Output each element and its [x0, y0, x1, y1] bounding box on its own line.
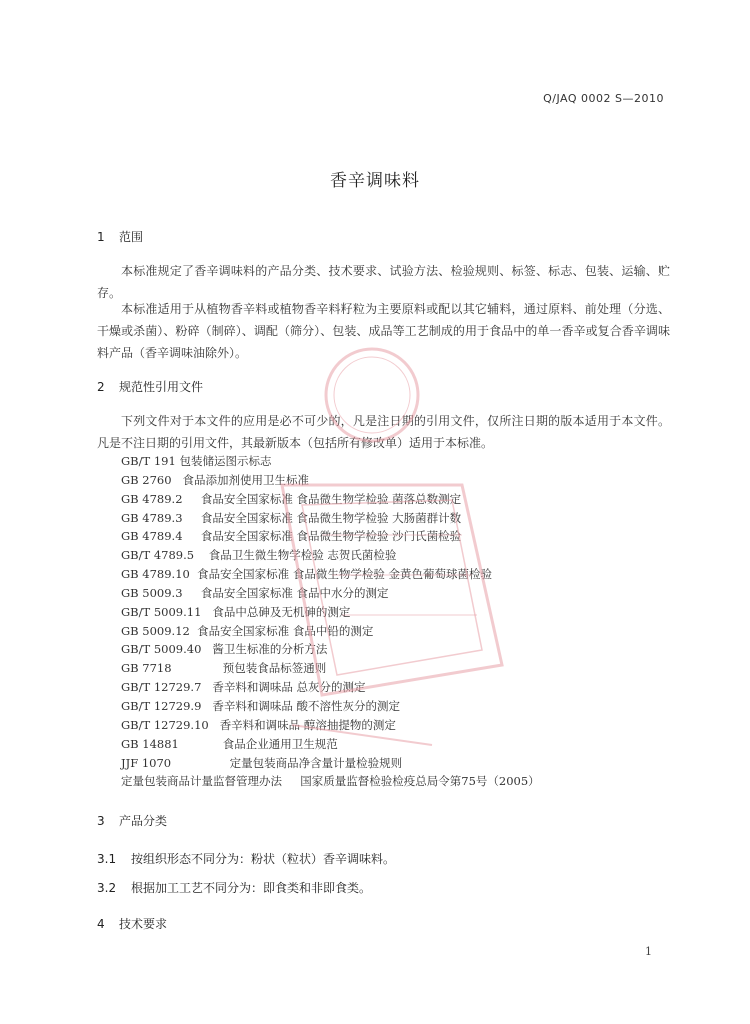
- section-title: 产品分类: [119, 814, 168, 828]
- reference-item: GB/T 12729.9 香辛料和调味品 酸不溶性灰分的测定: [121, 698, 401, 713]
- reference-item: 定量包装商品计量监督管理办法 国家质量监督检验检疫总局令第75号（2005）: [121, 774, 540, 789]
- reference-item: GB 4789.4 食品安全国家标准 食品微生物学检验 沙门氏菌检验: [121, 529, 462, 544]
- reference-item: GB/T 5009.11 食品中总砷及无机砷的测定: [121, 604, 351, 619]
- document-title: 香辛调味料: [330, 171, 420, 191]
- reference-item: GB 4789.2 食品安全国家标准 食品微生物学检验 菌落总数测定: [121, 491, 462, 506]
- scope-paragraph-2: 本标准适用于从植物香辛料或植物香辛料籽粒为主要原料或配以其它辅料，通过原料、前处理（分选、干燥或杀菌）、粉碎（制碎）、调配（筛分）、包装、成品等工艺制成的用于食品中的单一香辛或复合香辛调味料产品（香辛调味油除外）。: [97, 302, 670, 360]
- classification-item: 3.2 根据加工工艺不同分为：即食类和非即食类。: [97, 881, 372, 895]
- reference-item: GB 14881 食品企业通用卫生规范: [121, 736, 338, 751]
- section-2-heading: [97, 378, 203, 395]
- standard-code: Q/JAQ 0002 S—2010: [543, 92, 664, 105]
- reference-item: GB/T 4789.5 食品卫生微生物学检验 志贺氏菌检验: [121, 548, 397, 563]
- reference-item: GB/T 5009.40 酱卫生标准的分析方法: [121, 642, 328, 657]
- section-3-heading: [97, 812, 167, 829]
- reference-item: GB 2760 食品添加剂使用卫生标准: [121, 472, 310, 487]
- section-4-heading: [97, 915, 167, 932]
- section-number: 4: [97, 917, 105, 931]
- references-intro: 下列文件对于本文件的应用是必不可少的，凡是注日期的引用文件，仅所注日期的版本适用于本文件。凡是不注日期的引用文件，其最新版本（包括所有修改单）适用于本标准。: [97, 414, 670, 450]
- section-number: 2: [97, 380, 105, 394]
- section-title: 技术要求: [119, 917, 168, 931]
- reference-item: GB 7718 预包装食品标签通则: [121, 661, 327, 676]
- section-title: 规范性引用文件: [119, 380, 204, 394]
- section-title: 范围: [119, 230, 144, 244]
- reference-item: GB 4789.3 食品安全国家标准 食品微生物学检验 大肠菌群计数: [121, 510, 462, 525]
- section-number: 3: [97, 814, 105, 828]
- reference-item: GB/T 12729.7 香辛料和调味品 总灰分的测定: [121, 680, 366, 695]
- reference-item: GB 5009.3 食品安全国家标准 食品中水分的测定: [121, 585, 389, 600]
- classification-item: 3.1 按组织形态不同分为：粉状（粒状）香辛调味料。: [97, 852, 396, 866]
- section-number: 1: [97, 230, 105, 244]
- reference-item: GB/T 191 包装储运图示标志: [121, 454, 272, 468]
- section-1-heading: [97, 228, 143, 245]
- registration-stamp-watermark: [262, 335, 522, 765]
- page-number: 1: [645, 945, 652, 958]
- reference-item: GB 5009.12 食品安全国家标准 食品中铅的测定: [121, 623, 374, 638]
- scope-paragraph-1: 本标准规定了香辛调味料的产品分类、技术要求、试验方法、检验规则、标签、标志、包装、运输、贮存。: [97, 264, 670, 300]
- reference-item: GB/T 12729.10 香辛料和调味品 醇溶抽提物的测定: [121, 717, 396, 732]
- reference-item: JJF 1070 定量包装商品净含量计量检验规则: [121, 755, 403, 770]
- reference-item: GB 4789.10 食品安全国家标准 食品微生物学检验 金黄色葡萄球菌检验: [121, 567, 492, 582]
